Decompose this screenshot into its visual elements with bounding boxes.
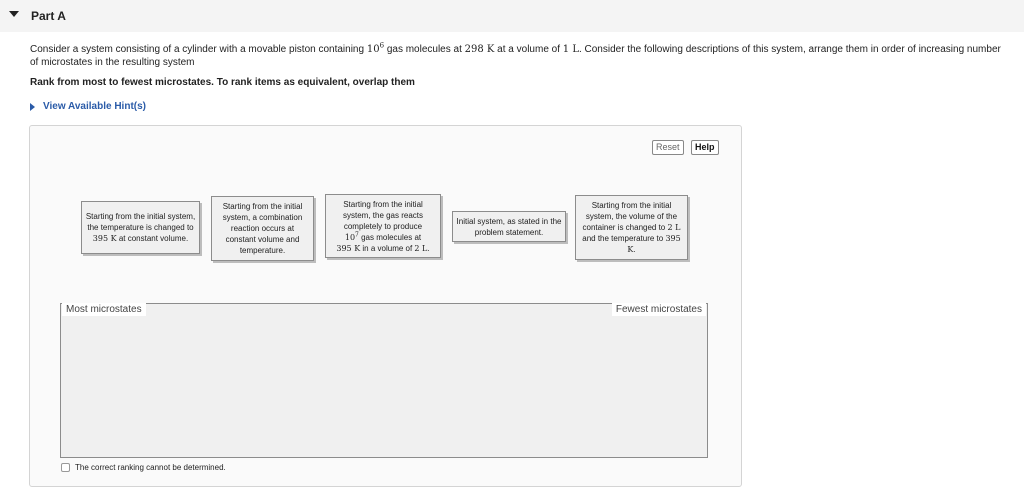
cannot-determine-checkbox[interactable] bbox=[61, 463, 70, 472]
part-title: Part A bbox=[31, 9, 66, 23]
cannot-determine-label: The correct ranking cannot be determined. bbox=[75, 463, 226, 472]
rank-item-gas-reacts-completely[interactable]: Starting from the initial system, the gas reacts completely to produce $10^7$ gas molecules at 395 K in a volume of 2 L. bbox=[325, 194, 441, 258]
part-header[interactable] bbox=[0, 0, 1024, 32]
ranking-drop-zone[interactable] bbox=[60, 303, 708, 458]
ranking-instruction: Rank from most to fewest microstates. To rank items as equivalent, overlap them bbox=[30, 77, 415, 88]
expand-caret-icon bbox=[30, 103, 35, 111]
rank-item-volume-temperature-change[interactable]: Starting from the initial system, the volume of the container is changed to 2 L and the temperature to 395 K. bbox=[575, 195, 688, 260]
cannot-determine-option[interactable] bbox=[61, 463, 226, 472]
rank-item-initial-system[interactable]: Initial system, as stated in the problem statement. bbox=[452, 211, 566, 242]
question-text: Consider a system consisting of a cylinder with a movable piston containing $10^6$ gas molecules at 298 K at a volume of 1 L. Consider the following descriptions of this system, arrange them in order of increasing number of microstates in the resulting system bbox=[30, 41, 1001, 68]
help-button[interactable]: Help bbox=[691, 140, 719, 155]
reset-button[interactable]: Reset bbox=[652, 140, 684, 155]
ranking-panel bbox=[29, 125, 742, 487]
view-hints-label: View Available Hint(s) bbox=[43, 101, 146, 112]
most-microstates-label: Most microstates bbox=[62, 303, 146, 316]
rank-item-combination-reaction[interactable]: Starting from the initial system, a combination reaction occurs at constant volume and temperature. bbox=[211, 196, 314, 261]
collapse-caret-icon[interactable] bbox=[9, 11, 19, 17]
view-hints-link[interactable] bbox=[30, 101, 146, 112]
fewest-microstates-label: Fewest microstates bbox=[612, 303, 706, 316]
rank-item-temperature-change[interactable]: Starting from the initial system, the temperature is changed to 395 K at constant volume. bbox=[81, 201, 200, 254]
